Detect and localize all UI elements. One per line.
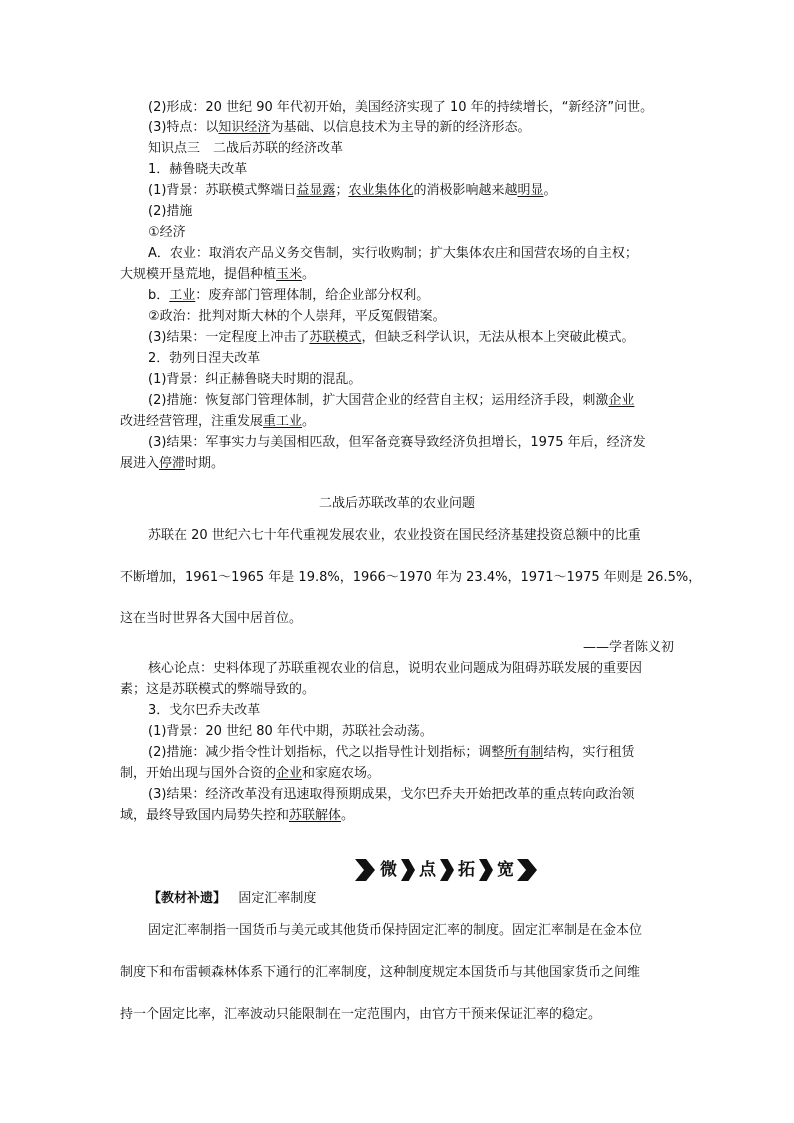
supplement-para-1: 固定汇率制指一国货币与美元或其他货币保持固定汇率的制度。固定汇率制是在金本位 — [148, 923, 643, 938]
feature-text: (3)特点：以 — [148, 120, 219, 135]
brezhnev-background: (1)背景：纠正赫鲁晓夫时期的混乱。 — [148, 372, 362, 387]
g-measures-text: (2)措施：减少指令性计划指标，代之以指导性计划指标；调整 — [148, 745, 505, 760]
industry-prefix: b． — [148, 288, 170, 303]
gorbachev-result-1: (3)结果：经济改革没有迅速取得预期成果，戈尔巴乔夫开始把改革的重点转向政治领 — [148, 787, 635, 802]
b-measures-text: (2)措施：恢复部门管理体制，扩大国营企业的经营自主权；运用经济手段，刺激 — [148, 393, 609, 408]
b-result-underline: 停滞 — [159, 456, 186, 471]
feature-underline-term: 知识经济 — [218, 120, 271, 135]
formation-text: (2)形成：20 世纪 90 年代初开始，美国经济实现了 10 年的持续增长，“新经济”问世。 — [148, 100, 654, 115]
bg-end: 。 — [543, 183, 557, 198]
material-para-3: 这在当时世界各大国中居首位。 — [120, 611, 303, 626]
bg-underline-2: 农业集体化 — [348, 183, 414, 198]
material-source: ——学者陈义初 — [582, 640, 674, 655]
banner-char: 点 — [419, 860, 436, 880]
chevron-right-icon — [479, 859, 493, 881]
b-measures-end: 。 — [302, 414, 316, 429]
g-measures-text-end: 结构，实行租赁 — [543, 745, 635, 760]
gorbachev-measures-2 — [120, 764, 380, 784]
heading-khrushchev: 1．赫鲁晓夫改革 — [148, 162, 248, 177]
b-result-text: 展进入 — [120, 456, 160, 471]
material-para-2: 不断增加，1961～1965 年是 19.8%，1966～1970 年为 23.4%，1971～1975 年则是 26.5%， — [120, 570, 702, 585]
material-title: 二战后苏联改革的农业问题 — [318, 496, 475, 511]
section-banner — [355, 857, 539, 883]
gorbachev-measures-1 — [148, 743, 634, 763]
khrushchev-background — [148, 181, 557, 201]
banner-char: 拓 — [458, 860, 475, 880]
feature-text-end: 为基础、以信息技术为主导的新的经济形态。 — [270, 120, 531, 135]
industry-line — [148, 286, 429, 306]
g-result-underline: 苏联解体 — [289, 808, 342, 823]
measures-label: (2)措施 — [148, 204, 193, 219]
agri-text: 大规模开垦荒地，提倡种植 — [120, 267, 277, 282]
b-measures-underline: 企业 — [608, 393, 635, 408]
banner-char: 微 — [380, 860, 397, 880]
bg-underline-3: 明显 — [517, 183, 544, 198]
agriculture-line-1: A．农业：取消农产品义务交售制，实行收购制；扩大集体农庄和国营农场的自主权； — [148, 246, 638, 261]
brezhnev-result-1: (3)结果：军事实力与美国相匹敌，但军备竞赛导致经济负担增长，1975 年后，经济发 — [148, 435, 646, 450]
brezhnev-measures-2 — [120, 412, 315, 432]
agri-underline: 玉米 — [276, 267, 303, 282]
result-text: (3)结果：一定程度上冲击了 — [148, 330, 310, 345]
core-argument-1: 核心论点：史料体现了苏联重视农业的信息，说明农业问题成为阻碍苏联发展的重要因 — [148, 661, 643, 676]
g-measures-underline: 所有制 — [504, 745, 544, 760]
chevron-right-icon — [517, 859, 537, 881]
material-para-1: 苏联在 20 世纪六七十年代重视发展农业，农业投资在国民经济基建投资总额中的比重 — [148, 528, 641, 543]
khrushchev-result — [148, 328, 634, 348]
gorbachev-background: (1)背景：20 世纪 80 年代中期，苏联社会动荡。 — [148, 724, 433, 739]
g-result-end: 。 — [341, 808, 355, 823]
bg-text: (1)背景：苏联模式弊端日 — [148, 183, 297, 198]
result-text-end: ，但缺乏科学认识，无法从根本上突破此模式。 — [361, 330, 635, 345]
supplement-tag: 【教材补遗】 — [148, 891, 227, 906]
chevron-right-icon — [355, 859, 375, 881]
g-result-text: 域，最终导致国内局势失控和 — [120, 808, 290, 823]
agri-end: 。 — [302, 267, 316, 282]
bg-sep: ； — [335, 183, 349, 198]
result-underline: 苏联模式 — [309, 330, 362, 345]
b-measures-text-2: 改进经营管理，注重发展 — [120, 414, 264, 429]
brezhnev-measures-1 — [148, 391, 634, 411]
bg-underline-1: 益显露 — [296, 183, 336, 198]
chevron-right-icon — [401, 859, 415, 881]
agriculture-line-2 — [120, 265, 315, 285]
knowledge-point-title: 知识点三 二战后苏联的经济改革 — [148, 141, 344, 156]
economy-label: ①经济 — [148, 225, 186, 240]
supplement-para-3: 持一个固定比率，汇率波动只能限制在一定范围内，由官方干预来保证汇率的稳定。 — [120, 1007, 602, 1022]
industry-underline: 工业 — [169, 288, 196, 303]
industry-text: ：废弃部门管理体制，给企业部分权利。 — [195, 288, 430, 303]
heading-gorbachev: 3．戈尔巴乔夫改革 — [148, 703, 261, 718]
bg-text-2: 的消极影响越来越 — [413, 183, 518, 198]
g-measures-text-2: 制，开始出现与国外合资的 — [120, 766, 277, 781]
supplement-heading — [148, 889, 316, 909]
g-measures-underline-2: 企业 — [276, 766, 303, 781]
formation-line — [148, 98, 653, 118]
brezhnev-result-2 — [120, 454, 224, 474]
chevron-right-icon — [440, 859, 454, 881]
b-measures-underline-2: 重工业 — [263, 414, 303, 429]
politics-line: ②政治：批判对斯大林的个人崇拜，平反冤假错案。 — [148, 309, 446, 324]
supplement-para-2: 制度下和布雷顿森林体系下通行的汇率制度，这种制度规定本国货币与其他国家货币之间维 — [120, 965, 641, 980]
banner-char: 宽 — [497, 860, 514, 880]
heading-brezhnev: 2．勃列日涅夫改革 — [148, 351, 261, 366]
b-result-end: 时期。 — [185, 456, 225, 471]
core-argument-2: 素；这是苏联模式的弊端导致的。 — [120, 682, 316, 697]
gorbachev-result-2 — [120, 806, 354, 826]
supplement-title: 固定汇率制度 — [238, 891, 317, 906]
feature-line — [148, 118, 530, 138]
g-measures-end: 和家庭农场。 — [302, 766, 381, 781]
